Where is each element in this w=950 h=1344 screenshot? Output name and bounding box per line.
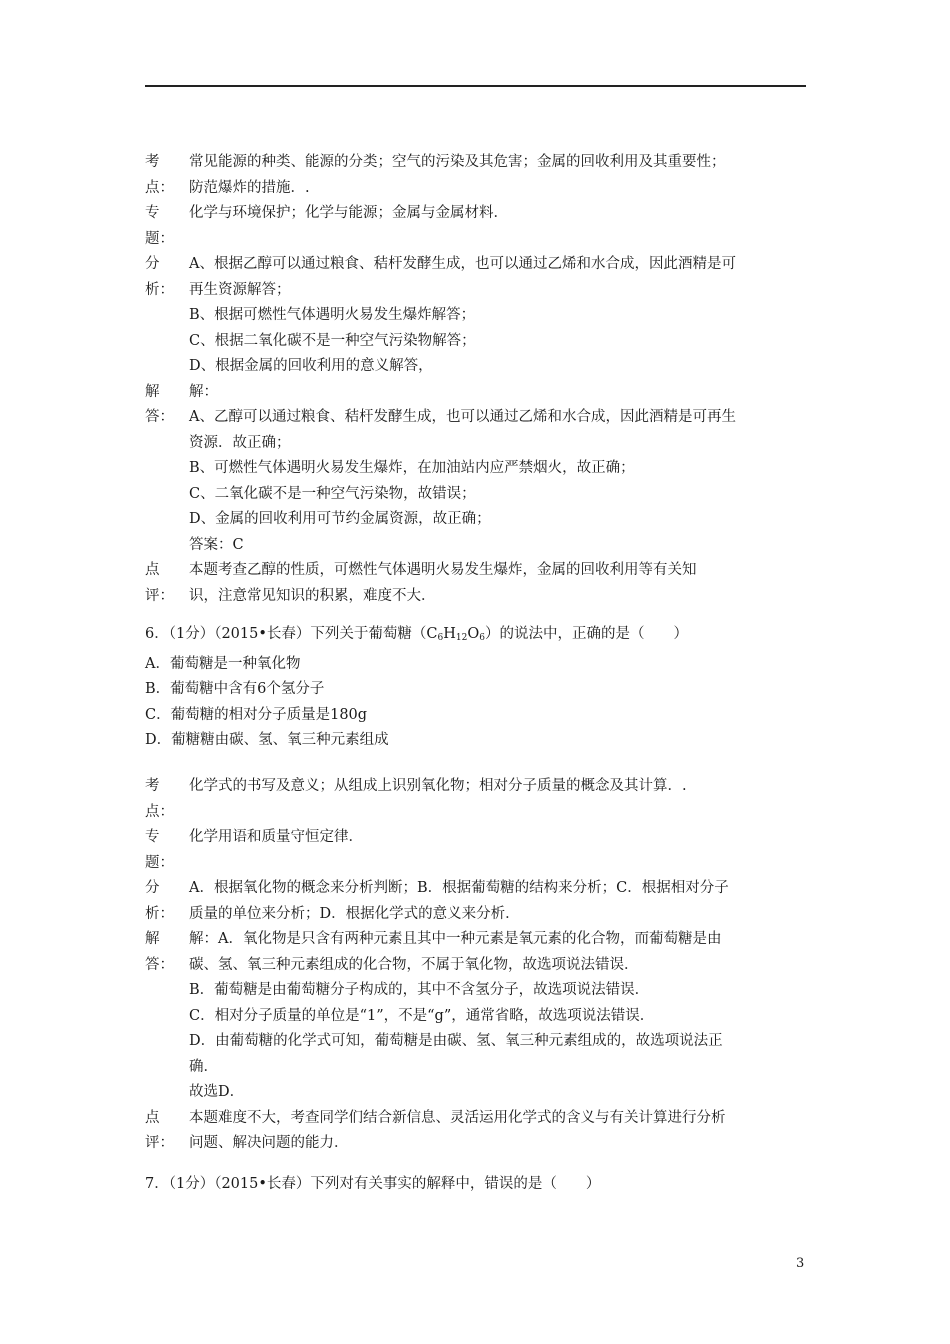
option-b: B．葡萄糖中含有6个氢分子 (145, 681, 325, 697)
element-symbol: H (443, 626, 456, 642)
jieda-line: 解： (189, 383, 218, 400)
label: 点： (145, 179, 174, 196)
question-6-stem (145, 622, 810, 652)
dianping-line: 本题考查乙醇的性质，可燃性气体遇明火易发生爆炸，金属的回收利用等有关知 (189, 562, 697, 578)
dianping-row (145, 558, 810, 609)
jieda-line: 解：A．氧化物是只含有两种元素且其中一种元素是氧元素的化合物，而葡萄糖是由 (189, 931, 722, 947)
fenxi-line: D、根据金属的回收利用的意义解答， (189, 358, 433, 374)
page-number: 3 (796, 1256, 805, 1271)
label: 答： (145, 409, 174, 425)
jieda-line: D、金属的回收利用可节约金属资源，故正确； (189, 511, 491, 527)
dianping-line: 识，注意常见知识的积累，难度不大． (189, 587, 436, 604)
label: 析： (145, 905, 174, 922)
fenxi-line: A、根据乙醇可以通过粮食、秸杆发酵生成，也可以通过乙烯和水合成，因此酒精是可 (189, 256, 736, 272)
label: 题： (145, 854, 174, 871)
q5-analysis (145, 150, 810, 609)
label: 答： (145, 956, 174, 973)
jieda-line: 资源．故正确； (189, 434, 291, 451)
subscript: 12 (455, 633, 468, 643)
label: 评： (145, 1135, 174, 1151)
option-c: C．葡萄糖的相对分子质量是180g (145, 706, 368, 723)
zhuanti-line: 化学与环境保护；化学与能源；金属与金属材料． (189, 205, 508, 221)
jieda-line: D．由葡萄糖的化学式可知，葡萄糖是由碳、氢、氧三种元素组成的，故选项说法正 (189, 1033, 723, 1049)
subscript: 6 (437, 633, 444, 643)
fenxi-line: B、根据可燃性气体遇明火易发生爆炸解答； (189, 307, 476, 323)
element-symbol: O (467, 626, 480, 642)
label: 点 (145, 562, 160, 578)
kaodian-line: 常见能源的种类、能源的分类；空气的污染及其危害；金属的回收利用及其重要性； (189, 154, 726, 170)
kaodian-line: 化学式的书写及意义；从组成上识别氧化物；相对分子质量的概念及其计算．. (189, 778, 687, 794)
fenxi-line: C、根据二氧化碳不是一种空气污染物解答； (189, 332, 476, 349)
jieda-line: C．相对分子质量的单位是“1”，不是“g”，通常省略，故选项说法错误． (189, 1007, 655, 1024)
dianping-row (145, 1106, 810, 1157)
fenxi-row (145, 252, 810, 380)
jieda-line: 故选D． (189, 1084, 245, 1100)
label: 分 (145, 256, 160, 272)
jieda-line: B、可燃性气体遇明火易发生爆炸，在加油站内应严禁烟火，故正确； (189, 460, 635, 476)
question-6 (145, 622, 810, 754)
dianping-line: 本题难度不大，考查同学们结合新信息、灵活运用化学式的含义与有关计算进行分析 (189, 1109, 726, 1126)
header-rule (145, 85, 806, 87)
jieda-line: 确． (189, 1058, 218, 1075)
label: 点 (145, 1109, 160, 1126)
stem-text: ）的说法中，正确的是（ ） (484, 626, 688, 642)
zhuanti-row (145, 825, 810, 876)
jieda-row (145, 380, 810, 559)
label: 专 (145, 829, 160, 845)
subscript: 6 (479, 633, 485, 643)
question-7 (145, 1172, 810, 1198)
label: 考 (145, 778, 160, 794)
zhuanti-line: 化学用语和质量守恒定律． (189, 829, 363, 845)
label: 解 (145, 931, 160, 947)
fenxi-line: A．根据氧化物的概念来分析判断；B．根据葡萄糖的结构来分析；C．根据相对分子 (189, 880, 729, 896)
kaodian-line: 防范爆炸的措施．. (189, 179, 310, 196)
label: 题： (145, 230, 174, 247)
jieda-line: C、二氧化碳不是一种空气污染物，故错误； (189, 485, 476, 502)
jieda-line: 碳、氢、氧三种元素组成的化合物，不属于氧化物，故选项说法错误． (189, 956, 639, 973)
label: 析： (145, 281, 174, 298)
zhuanti-row (145, 201, 810, 252)
kaodian-row (145, 774, 810, 825)
jieda-line: 答案：C (189, 536, 244, 553)
kaodian-row (145, 150, 810, 201)
dianping-line: 问题、解决问题的能力． (189, 1135, 349, 1151)
fenxi-row (145, 876, 810, 927)
jieda-line: B．葡萄糖是由葡萄糖分子构成的，其中不含氢分子，故选项说法错误． (189, 982, 650, 998)
option-a: A．葡萄糖是一种氧化物 (145, 655, 301, 672)
fenxi-line: 质量的单位来分析；D．根据化学式的意义来分析． (189, 905, 520, 922)
label: 解 (145, 383, 160, 400)
jieda-row (145, 927, 810, 1106)
label: 评： (145, 587, 174, 604)
fenxi-line: 再生资源解答； (189, 281, 291, 298)
label: 分 (145, 880, 160, 896)
q6-analysis (145, 774, 810, 1157)
stem-text: 6．（1分）（2015•长春）下列关于葡萄糖（C (145, 626, 438, 642)
label: 专 (145, 205, 160, 221)
option-d: D．葡糖糖由碳、氢、氧三种元素组成 (145, 732, 389, 748)
label: 点： (145, 803, 174, 820)
question-7-stem: 7．（1分）（2015•长春）下列对有关事实的解释中，错误的是（ ） (145, 1176, 601, 1192)
jieda-line: A、乙醇可以通过粮食、秸杆发酵生成，也可以通过乙烯和水合成，因此酒精是可再生 (189, 409, 736, 425)
label: 考 (145, 154, 160, 170)
